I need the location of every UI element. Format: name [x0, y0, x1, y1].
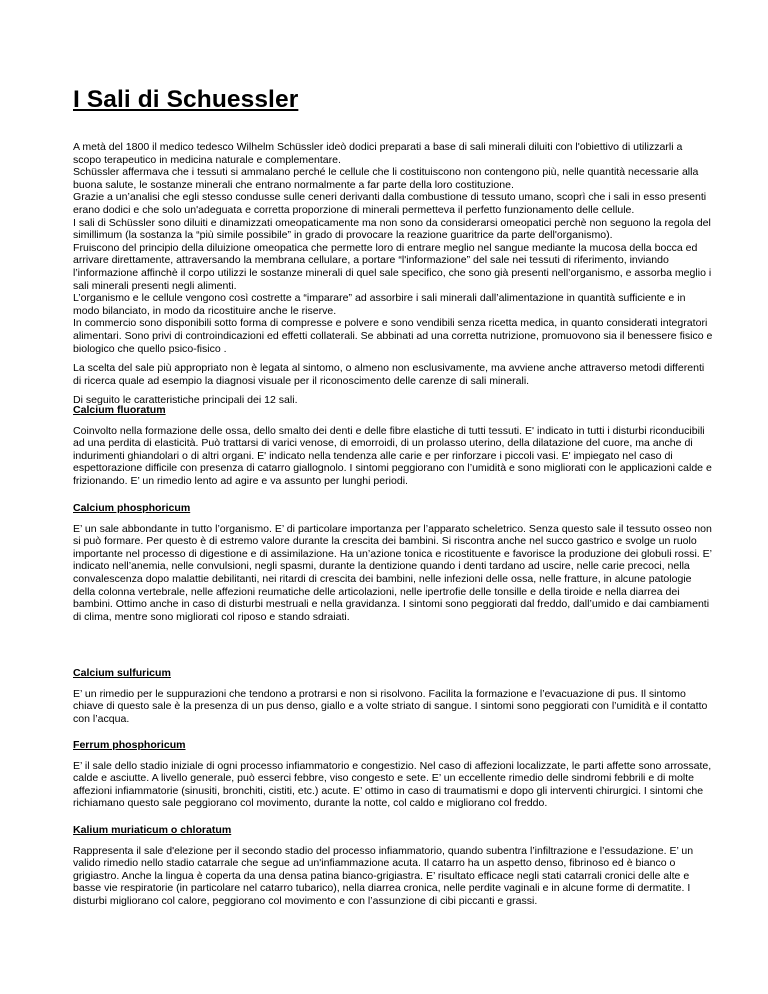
intro-paragraph: Schüssler affermava che i tessuti si ammalano perché le cellule che li costituiscono non contengono più, nelle quantità necessarie alla buona salute, le sostanze minerali che entrano normalmente a far parte della loro costituzione. — [73, 166, 699, 191]
intro-paragraph: Fruiscono del principio della diluizione omeopatica che permette loro di entrare meglio nel sangue mediante la mucosa della bocca ed arrivare direttamente, attraversando la membrana cellulare, a portare “l'informazione” del sale nei tessuti di riferimento, inviando l’informazione affinchè il corpo utilizzi le sostanze minerali di quel sale specifico, che sono già presenti nell’organismo, e assorba meglio i sali minerali presenti negli alimenti. — [73, 241, 712, 292]
intro-paragraph: A metà del 1800 il medico tedesco Wilhelm Schüssler ideò dodici preparati a base di sali minerali diluiti con l'obiettivo di utilizzarli a scopo terapeutico in medicina naturale e complementare. — [73, 141, 683, 166]
section-body: E’ un sale abbondante in tutto l’organismo. E’ di particolare importanza per l’apparato scheletrico. Senza questo sale il tessuto osseo non si può formare. Per questo è di estremo valore durante la crescita dei bambini. Si riscontra anche nel succo gastrico e svolge un ruolo importante nel processo di digestione e di assimilazione. Ha un’azione tonica e ricostituente e favorisce la produzione dei globuli rossi. E’ indicato nell’anemia, nelle convulsioni, negli spasmi, durante la dentizione quando i denti tardano ad uscire, nelle carie precoci, nella convalescenza dopo malattie debilitanti, nei ritardi di crescita dei bambini, nelle infezioni delle ossa, nelle fratture, in alcune patologie della colonna vertebrale, nelle affezioni reumatiche delle articolazioni, nelle ipertrofie delle tonsille e della tiroide e nella diarrea dei bambini. Ottimo anche in caso di disturbi mestruali e nella gravidanza. I sintomi sono peggiorati dal freddo, dall’umido e dai cambiamenti di clima, mentre sono migliorati col riposo e stando sdraiati. — [73, 522, 712, 623]
salt-section-calcium-fluoratum — [73, 404, 713, 488]
salt-section-kalium-muriaticum — [73, 824, 713, 908]
section-body: Coinvolto nella formazione delle ossa, dello smalto dei denti e delle fibre elastiche di tutti tessuti. E' indicato in tutti i disturbi riconducibili ad una perdita di elasticità. Può trattarsi di varici venose, di emorroidi, di un prolasso uterino, della dilatazione del cuore, ma anche di indurimenti ghiandolari o di altri organi. E' indicato nella tendenza alle carie e per rinforzare i piccoli vasi. E' impiegato nel caso di espettorazione difficile con presenza di catarro giallognolo. I sintomi peggiorano con l’umidità e sono migliorati con le applicazioni calde e frizionando. E’ un rimedio lento ad agire e va assunto per lunghi periodi. — [73, 424, 712, 487]
section-heading: Ferrum phosphoricum — [73, 739, 186, 751]
intro-paragraph: Grazie a un’analisi che egli stesso condusse sulle ceneri derivanti dalla combustione di tessuto umano, scoprì che i sali in esso presenti erano dodici e che solo un'adeguata e corretta proporzione di minerali permetteva il perfetto funzionamento delle cellule. — [73, 191, 707, 216]
section-heading: Calcium phosphoricum — [73, 502, 191, 514]
salt-section-ferrum-phosphoricum — [73, 739, 713, 810]
salt-section-calcium-phosphoricum — [73, 502, 713, 623]
section-heading: Kalium muriaticum o chloratum — [73, 824, 232, 836]
intro-paragraph: I sali di Schüssler sono diluiti e dinamizzati omeopaticamente ma non sono da considerarsi omeopatici perchè non seguono la regola del simillimum (la sostanza la “più simile possibile” in grado di provocare la reazione guaritrice da parte dell'organismo). — [73, 216, 711, 242]
intro-paragraph: L’organismo e le cellule vengono così costrette a “imparare” ad assorbire i sali minerali dall’alimentazione in quantità sufficiente e in modo bilanciato, in modo da ricostituire anche le riserve. — [73, 292, 686, 317]
section-heading: Calcium fluoratum — [73, 404, 166, 416]
section-heading: Calcium sulfuricum — [73, 667, 171, 679]
intro-text — [73, 141, 713, 407]
section-body: E’ il sale dello stadio iniziale di ogni processo infiammatorio e congestizio. Nel caso di affezioni localizzate, le parti affette sono arrossate, calde e asciutte. A livello generale, può esserci febbre, viso congesto e sete. E’ un eccellente rimedio delle sindromi febbrili e di molte affezioni infiammatorie (sinusiti, bronchiti, cistiti, etc.) acute. E’ ottimo in caso di traumatismi e dopo gli interventi chirurgici. I sintomi che richiamano questo sale peggiorano col movimento, durante la notte, col caldo e migliorano col freddo. — [73, 759, 712, 810]
intro-paragraph: Di seguito le caratteristiche principali dei 12 sali. — [73, 394, 298, 407]
section-body: Rappresenta il sale d'elezione per il secondo stadio del processo infiammatorio, quando subentra l’infiltrazione e l’essudazione. E’ un valido rimedio nello stadio catarrale che segue ad un'infiammazione acuta. Il catarro ha un aspetto denso, fibrinoso ed è bianco o grigiastro. Anche la lingua è coperta da una densa patina bianco-grigiastra. E’ risultato efficace negli stati catarrali cronici delle alte e basse vie respiratorie (in particolare nel catarro tubarico), nella diarrea cronica, nelle perdite vaginali e in alcune forme di dermatite. I disturbi migliorano col calore, peggiorano col movimento e con l’assunzione di cibi piccanti e grassi. — [73, 844, 694, 907]
salt-section-calcium-sulfuricum — [73, 667, 713, 725]
page-title: I Sali di Schuessler — [73, 86, 299, 113]
intro-paragraph: In commercio sono disponibili sotto forma di compresse e polvere e sono vendibili senza ricetta medica, in quanto considerati integratori alimentari. Sono privi di controindicazioni ed effetti collaterali. Se abbinati ad una corretta nutrizione, promuovono sia il benessere fisico e biologico che quello psico-fisico . — [73, 317, 713, 355]
intro-paragraph: La scelta del sale più appropriato non è legata al sintomo, o almeno non esclusivamente, ma avviene anche attraverso metodi differenti di ricerca quale ad esempio la diagnosi visuale per il riconoscimento delle carenze di sali minerali. — [73, 362, 705, 387]
section-body: E’ un rimedio per le suppurazioni che tendono a protrarsi e non si risolvono. Facilita la formazione e l’evacuazione di pus. Il sintomo chiave di questo sale è la presenza di un pus denso, giallo e a volte striato di sangue. I sintomi sono peggiorati con l’umidità e il contatto con l’acqua. — [73, 687, 708, 725]
